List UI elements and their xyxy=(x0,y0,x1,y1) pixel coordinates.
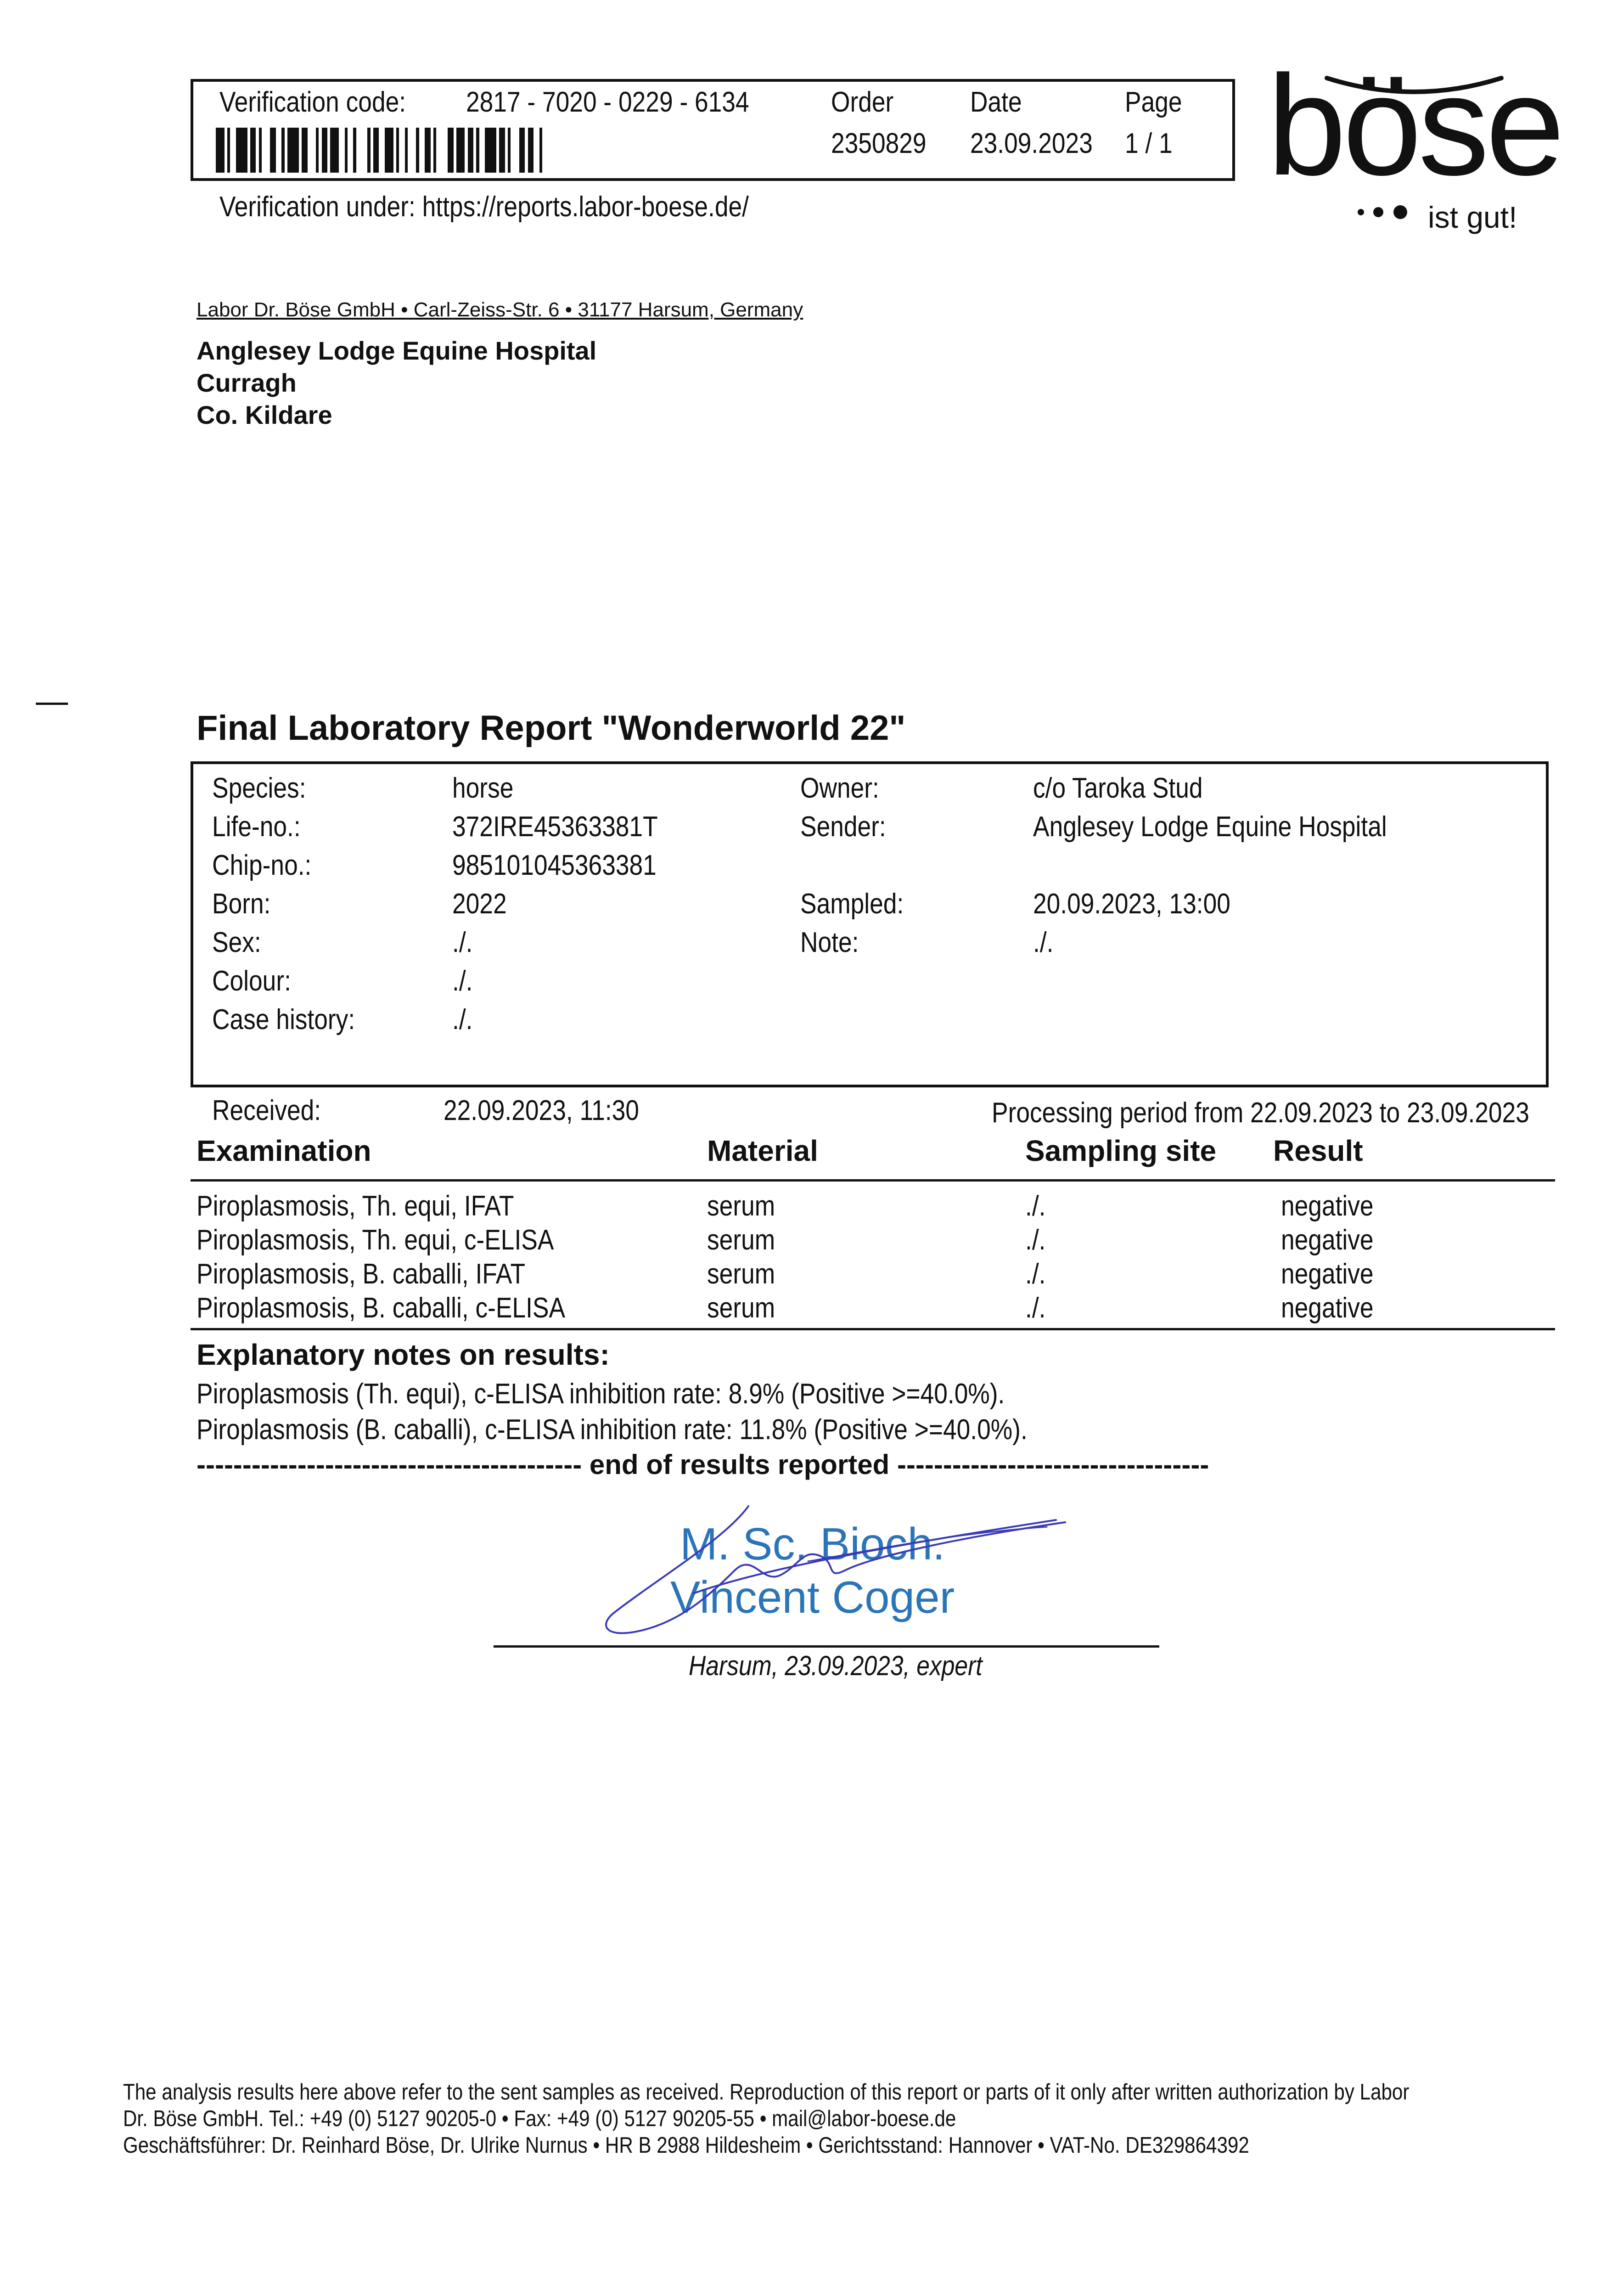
report-date: 23.09.2023 xyxy=(970,128,1093,159)
row-2-material: serum xyxy=(707,1224,775,1256)
recipient-name: Anglesey Lodge Equine Hospital xyxy=(197,336,597,365)
row-3-material: serum xyxy=(707,1258,775,1290)
signature-stamp-name: Vincent Coger xyxy=(670,1571,955,1622)
colour-label: Colour: xyxy=(212,965,291,997)
row-1-material: serum xyxy=(707,1190,775,1222)
received-label: Received: xyxy=(212,1095,321,1126)
recipient-line-3: Co. Kildare xyxy=(197,400,332,429)
sender-address-line: Labor Dr. Böse GmbH • Carl-Zeiss-Str. 6 • 31177 Harsum, Germany xyxy=(197,298,803,321)
signature-caption: Harsum, 23.09.2023, expert xyxy=(689,1650,983,1681)
sender-label: Sender: xyxy=(800,811,886,843)
row-3-examination: Piroplasmosis, B. caballi, IFAT xyxy=(197,1258,526,1290)
row-2-examination: Piroplasmosis, Th. equi, c-ELISA xyxy=(197,1224,554,1256)
row-2-result: negative xyxy=(1281,1224,1374,1256)
sex-label: Sex: xyxy=(212,927,261,958)
row-2-sampling-site: ./. xyxy=(1025,1224,1046,1256)
sender-value: Anglesey Lodge Equine Hospital xyxy=(1033,811,1387,843)
notes-title: Explanatory notes on results: xyxy=(197,1338,610,1371)
table-header-rule xyxy=(191,1179,1555,1182)
born-label: Born: xyxy=(212,888,271,920)
header-result: Result xyxy=(1273,1134,1363,1167)
row-3-result: negative xyxy=(1281,1258,1374,1290)
footer-line-3: Geschäftsführer: Dr. Reinhard Böse, Dr. Ulrike Nurnus • HR B 2988 Hildesheim • Gerichtsstand: Hannover • VAT-No. DE329864392 xyxy=(123,2133,1249,2158)
life-no-label: Life-no.: xyxy=(212,811,301,843)
recipient-line-2: Curragh xyxy=(197,368,297,397)
row-4-result: negative xyxy=(1281,1292,1374,1324)
verification-url: Verification under: https://reports.labor-boese.de/ xyxy=(219,191,749,223)
note-line-2: Piroplasmosis (B. caballi), c-ELISA inhibition rate: 11.8% (Positive >=40.0%). xyxy=(197,1414,1028,1446)
case-history-value: ./. xyxy=(452,1004,473,1035)
owner-label: Owner: xyxy=(800,772,879,804)
row-1-result: negative xyxy=(1281,1190,1374,1222)
chip-no-label: Chip-no.: xyxy=(212,850,312,881)
verification-code-label: Verification code: xyxy=(219,86,406,118)
chip-no-value: 985101045363381 xyxy=(452,850,657,881)
logo-dots-icon xyxy=(1354,202,1414,220)
note-line-1: Piroplasmosis (Th. equi), c-ELISA inhibition rate: 8.9% (Positive >=40.0%). xyxy=(197,1378,1005,1410)
row-1-examination: Piroplasmosis, Th. equi, IFAT xyxy=(197,1190,514,1222)
order-number: 2350829 xyxy=(831,128,927,159)
signature-stamp-title: M. Sc. Bioch. xyxy=(680,1519,945,1569)
row-4-sampling-site: ./. xyxy=(1025,1292,1046,1324)
row-1-sampling-site: ./. xyxy=(1025,1190,1046,1222)
species-label: Species: xyxy=(212,772,306,804)
born-value: 2022 xyxy=(452,888,507,920)
handwritten-signature xyxy=(588,1502,1074,1639)
signature-line xyxy=(494,1645,1159,1648)
header-sampling-site: Sampling site xyxy=(1025,1134,1217,1167)
table-bottom-rule xyxy=(191,1328,1555,1330)
verification-code: 2817 - 7020 - 0229 - 6134 xyxy=(466,86,749,118)
logo-wordmark: böse xyxy=(1267,45,1561,205)
end-of-results-line: ------------------------------------------ end of results reported ---------------------------------- xyxy=(197,1449,1209,1480)
barcode xyxy=(216,128,551,173)
species-value: horse xyxy=(452,772,514,804)
fold-mark xyxy=(36,703,68,705)
row-4-examination: Piroplasmosis, B. caballi, c-ELISA xyxy=(197,1292,566,1324)
page-number: 1 / 1 xyxy=(1125,128,1173,159)
animal-info-box xyxy=(191,761,1549,1087)
header-material: Material xyxy=(707,1134,818,1167)
order-label: Order xyxy=(831,86,894,118)
sampled-value: 20.09.2023, 13:00 xyxy=(1033,888,1230,920)
row-4-material: serum xyxy=(707,1292,775,1324)
colour-value: ./. xyxy=(452,965,473,997)
note-label: Note: xyxy=(800,927,859,958)
footer-line-2: Dr. Böse GmbH. Tel.: +49 (0) 5127 90205-0 • Fax: +49 (0) 5127 90205-55 • mail@labor-boese.de xyxy=(123,2106,956,2131)
page-label: Page xyxy=(1125,86,1182,118)
owner-value: c/o Taroka Stud xyxy=(1033,772,1203,804)
date-label: Date xyxy=(970,86,1022,118)
row-3-sampling-site: ./. xyxy=(1025,1258,1046,1290)
footer-line-1: The analysis results here above refer to the sent samples as received. Reproduction of this report or parts of it only after written authorization by Labor xyxy=(123,2080,1410,2105)
logo-slogan: ist gut! xyxy=(1428,200,1517,234)
header-examination: Examination xyxy=(197,1134,371,1167)
processing-period: Processing period from 22.09.2023 to 23.09.2023 xyxy=(992,1097,1529,1129)
sex-value: ./. xyxy=(452,927,473,958)
received-value: 22.09.2023, 11:30 xyxy=(444,1095,639,1126)
case-history-label: Case history: xyxy=(212,1004,355,1035)
report-title: Final Laboratory Report "Wonderworld 22" xyxy=(197,709,906,748)
note-value: ./. xyxy=(1033,927,1054,958)
sampled-label: Sampled: xyxy=(800,888,904,920)
life-no-value: 372IRE45363381T xyxy=(452,811,658,843)
